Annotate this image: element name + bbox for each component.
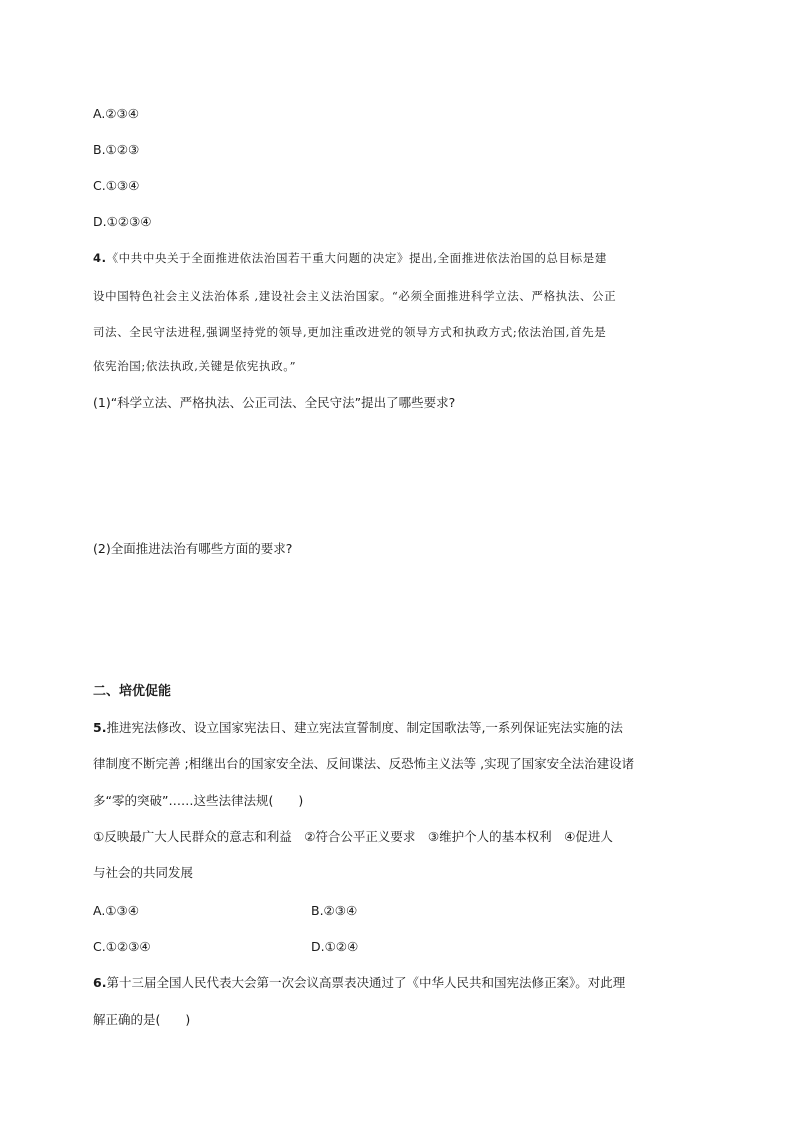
q3-option-c: C.①③④: [93, 178, 140, 193]
q3-option-d: D.①②③④: [93, 214, 152, 229]
q5-stem-line-3: 多“零的突破”……这些法律法规( ): [93, 793, 304, 808]
q4-subquestion-2: (2)全面推进法治有哪些方面的要求?: [93, 541, 293, 556]
q4-stem-line-2: 设中国特色社会主义法治体系 ,建设社会主义法治国家。“必须全面推进科学立法、严格执法、公正: [93, 289, 617, 303]
q3-option-a: A.②③④: [93, 106, 139, 121]
q5-number: 5.: [93, 720, 107, 735]
section-2-title: 二、培优促能: [93, 684, 172, 699]
q5-option-a: A.①③④: [93, 903, 139, 918]
q3-option-b: B.①②③: [93, 142, 140, 157]
q5-statements-line-1: ①反映最广大人民群众的意志和利益 ②符合公平正义要求 ③维护个人的基本权利 ④促进人: [93, 829, 613, 844]
q5-options-row-2: [93, 939, 359, 955]
q6-number: 6.: [93, 975, 107, 990]
q5-option-b: B.②③④: [311, 903, 358, 918]
q5-stem-line-1: [93, 720, 623, 736]
q5-text-1: 推进宪法修改、设立国家宪法日、建立宪法宣誓制度、制定国歌法等,一系列保证宪法实施的法: [106, 720, 623, 735]
q5-options-row-1: [93, 903, 358, 919]
q5-stem-line-2: 律制度不断完善 ;相继出台的国家安全法、反间谍法、反恐怖主义法等 ,实现了国家安全法治建设诸: [93, 756, 635, 771]
q4-text-1: 《中共中央关于全面推进依法治国若干重大问题的决定》提出,全面推进依法治国的总目标是建: [106, 251, 607, 265]
q5-option-c: C.①②③④: [93, 939, 151, 954]
q4-number: 4.: [93, 251, 107, 265]
q4-subquestion-1: (1)“科学立法、严格执法、公正司法、全民守法”提出了哪些要求?: [93, 395, 456, 410]
q6-stem-line-2: 解正确的是( ): [93, 1012, 191, 1027]
q5-option-d: D.①②④: [311, 939, 359, 954]
q4-stem-line-4: 依宪治国;依法执政,关键是依宪执政。”: [93, 359, 297, 373]
q4-stem-line-1: [93, 250, 607, 266]
q6-stem-line-1: [93, 975, 625, 991]
q4-stem-line-3: 司法、全民守法进程,强调坚持党的领导,更加注重改进党的领导方式和执政方式;依法治国,首先是: [93, 325, 607, 339]
q5-statements-line-2: 与社会的共同发展: [93, 865, 194, 880]
q6-text-1: 第十三届全国人民代表大会第一次会议高票表决通过了《中华人民共和国宪法修正案》。对此理: [106, 975, 626, 990]
